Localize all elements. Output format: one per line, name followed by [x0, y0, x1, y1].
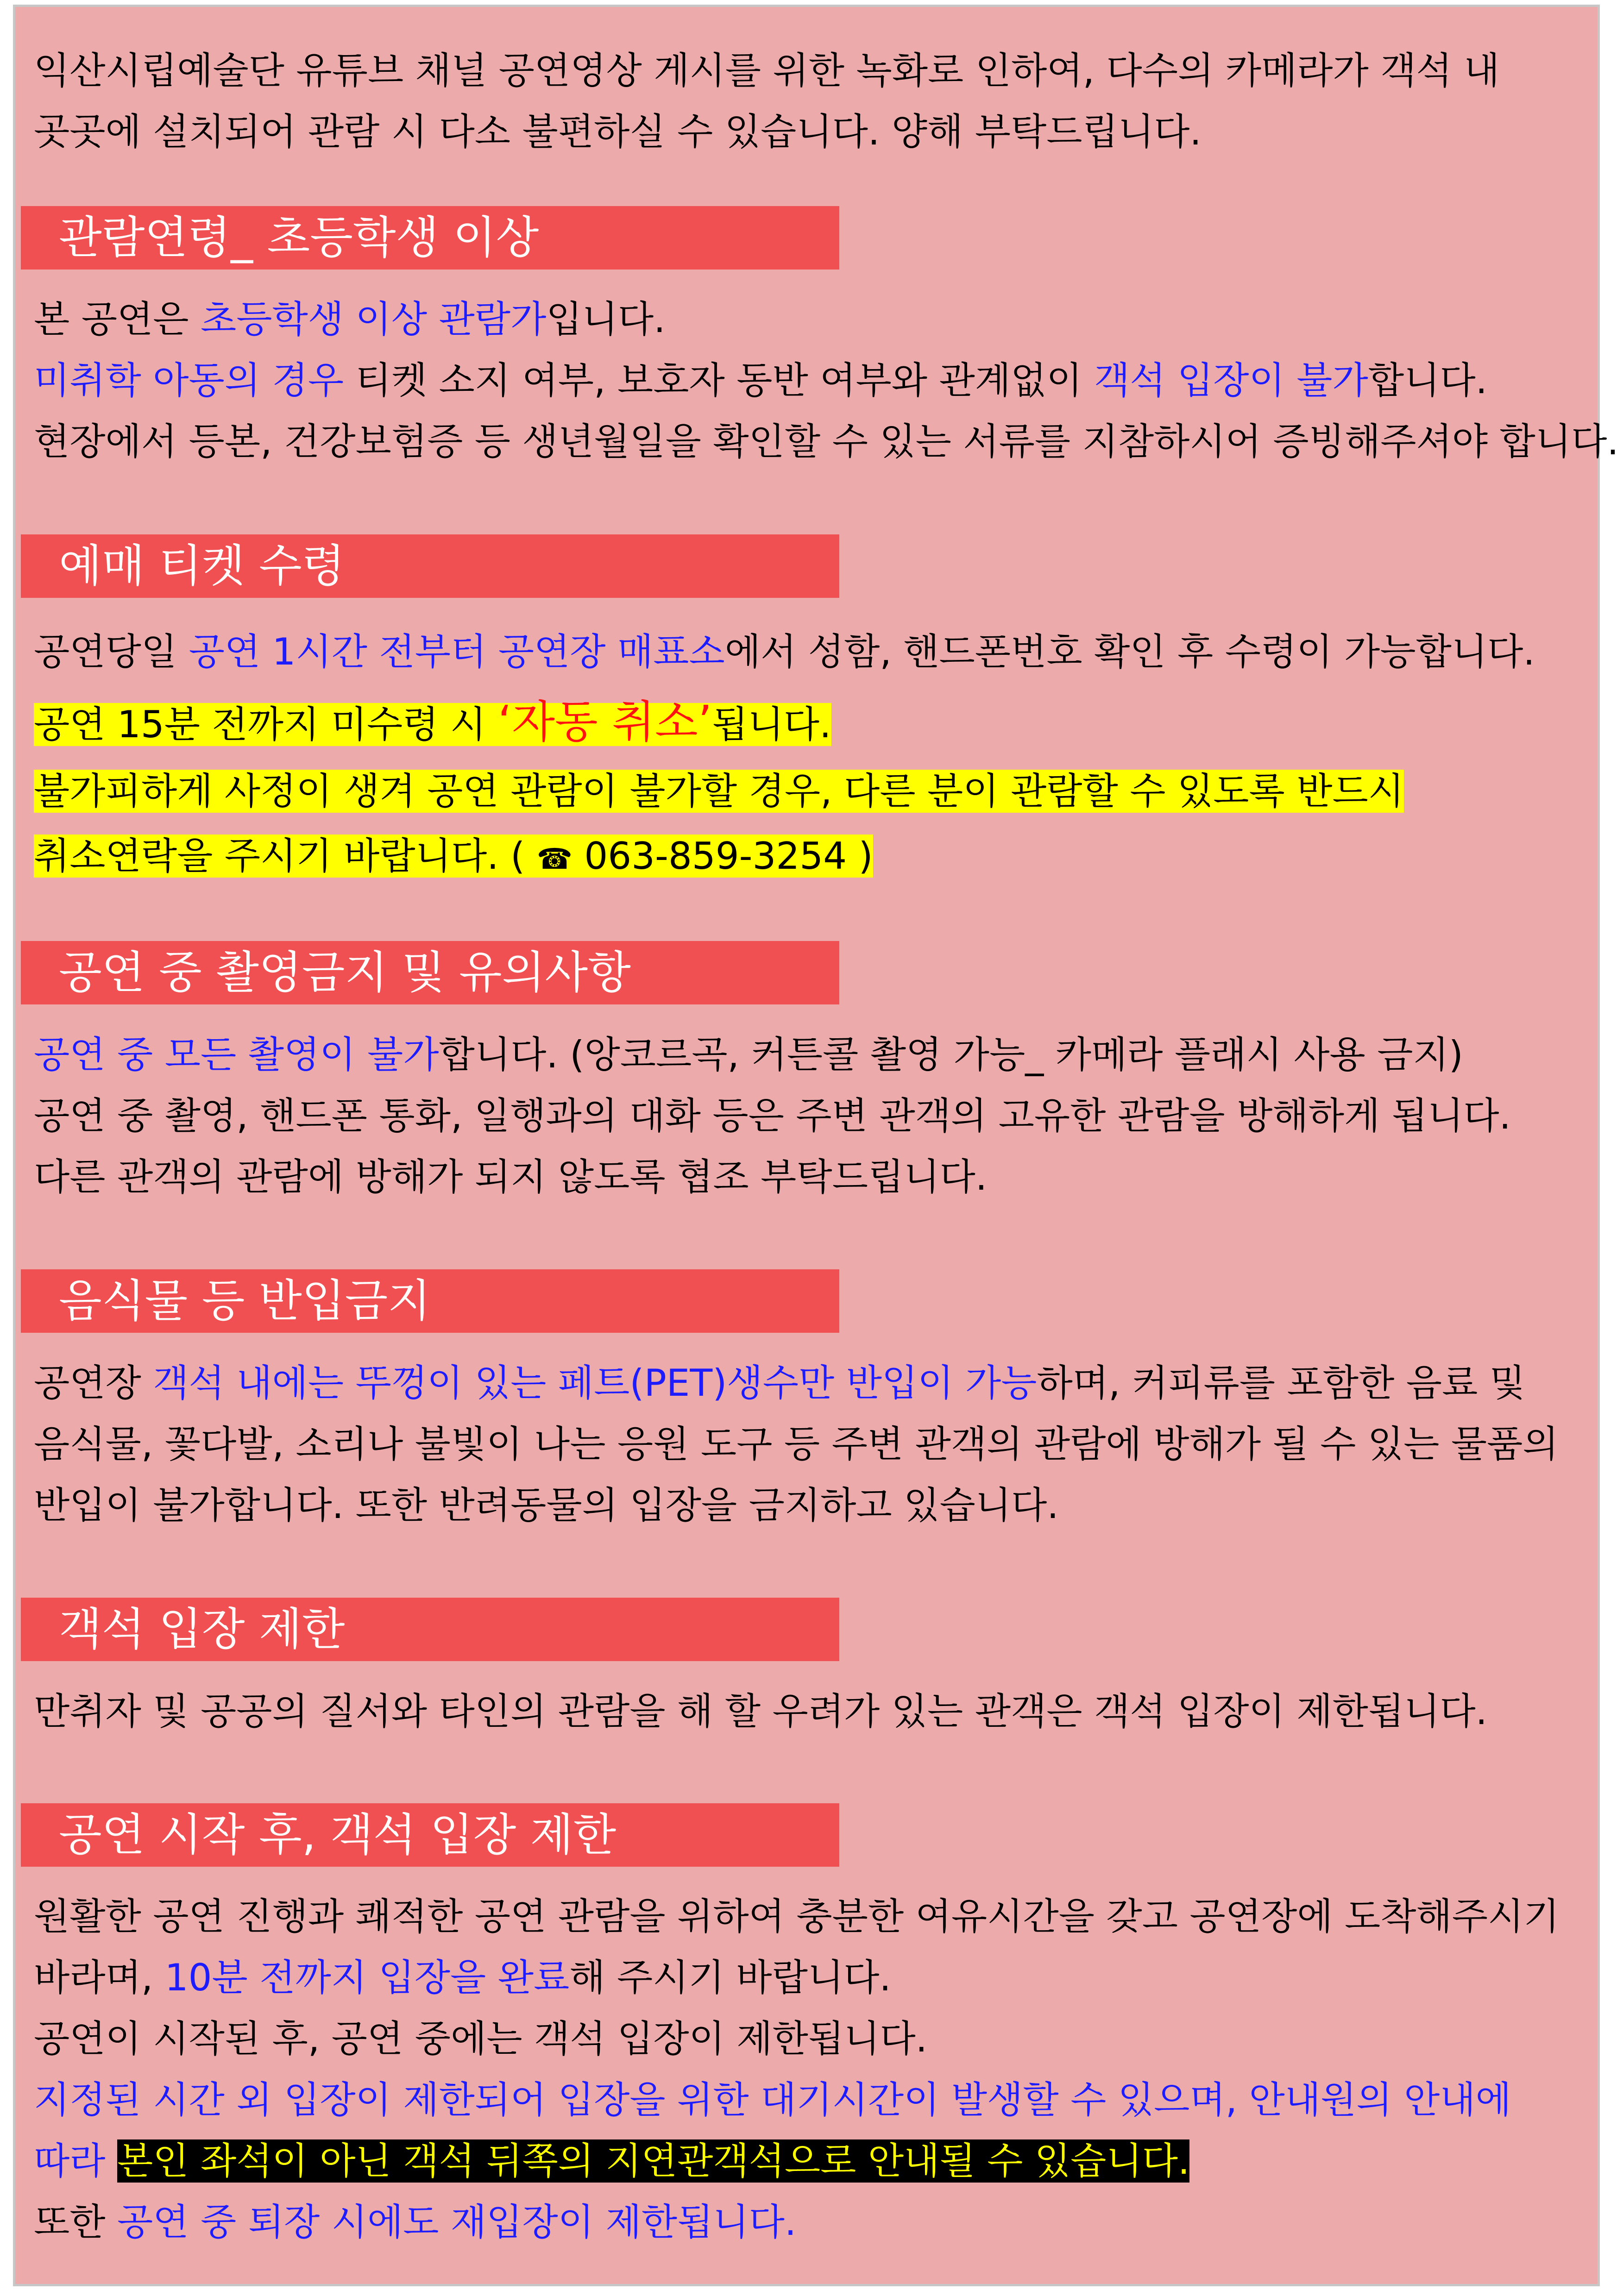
section-title-ticket: 예매 티켓 수령: [21, 534, 839, 598]
ticket-paragraph: [34, 617, 1590, 887]
section-title-food: 음식물 등 반입금지: [21, 1269, 839, 1333]
ticket-line-2: 공연 15분 전까지 미수령 시 ‘자동 취소’됩니다.: [34, 696, 831, 748]
seat-line-1: 만취자 및 공공의 질서와 타인의 관람을 해 할 우려가 있는 관객은 객석 입장이 제한됩니다.: [34, 1690, 1488, 1733]
ticket-line-4: 취소연락을 주시기 바랍니다. ( ☎ 063-859-3254 ): [34, 834, 873, 878]
food-paragraph: [34, 1353, 1590, 1536]
auto-cancel-text: ‘자동 취소’: [497, 696, 712, 748]
late-line-5: 따라 본인 좌석이 아닌 객석 뒤쪽의 지연관객석으로 안내될 수 있습니다.: [34, 2139, 1190, 2183]
ticket-line-3: 불가피하게 사정이 생겨 공연 관람이 불가할 경우, 다른 분이 관람할 수 있도록 반드시: [34, 770, 1404, 813]
phone-number: 063-859-3254 ): [572, 834, 873, 878]
late-seat-highlight: 본인 좌석이 아닌 객석 뒤쪽의 지연관객석으로 안내될 수 있습니다.: [117, 2139, 1190, 2183]
late-line-4: 지정된 시간 외 입장이 제한되어 입장을 위한 대기시간이 발생할 수 있으며, 안내원의 안내에: [34, 2078, 1511, 2121]
late-line-6: 또한 공연 중 퇴장 시에도 재입장이 제한됩니다.: [34, 2201, 797, 2244]
section-title-age: 관람연령_ 초등학생 이상: [21, 206, 839, 270]
notice-panel: [13, 5, 1619, 2286]
photo-line-1: 공연 중 모든 촬영이 불가합니다. (앙코르곡, 커튼콜 촬영 가능_ 카메라 플래시 사용 금지): [34, 1033, 1463, 1076]
photo-line-3: 다른 관객의 관람에 방해가 되지 않도록 협조 부탁드립니다.: [34, 1155, 988, 1198]
age-line-1: 본 공연은 초등학생 이상 관람가입니다.: [34, 298, 666, 341]
intro-line-2: 곳곳에 설치되어 관람 시 다소 불편하실 수 있습니다. 양해 부탁드립니다.: [34, 110, 1202, 153]
intro-line-1: 익산시립예술단 유튜브 채널 공연영상 게시를 위한 녹화로 인하여, 다수의 카메라가 객석 내: [34, 49, 1500, 92]
age-paragraph: [34, 289, 1619, 472]
food-line-1: 공연장 객석 내에는 뚜껑이 있는 페트(PET)생수만 반입이 가능하며, 커피류를 포함한 음료 및: [34, 1361, 1526, 1405]
age-line-3: 현장에서 등본, 건강보험증 등 생년월일을 확인할 수 있는 서류를 지참하시어 증빙해주셔야 합니다.: [34, 420, 1619, 463]
seat-paragraph: [34, 1681, 1590, 1742]
photo-line-2: 공연 중 촬영, 핸드폰 통화, 일행과의 대화 등은 주변 관객의 고유한 관람을 방해하게 됩니다.: [34, 1094, 1511, 1137]
food-line-2: 음식물, 꽃다발, 소리나 불빛이 나는 응원 도구 등 주변 관객의 관람에 방해가 될 수 있는 물품의: [34, 1423, 1559, 1466]
section-title-photo: 공연 중 촬영금지 및 유의사항: [21, 941, 839, 1004]
section-title-seat: 객석 입장 제한: [21, 1598, 839, 1661]
late-line-1: 원활한 공연 진행과 쾌적한 공연 관람을 위하여 충분한 여유시간을 갖고 공연장에 도착해주시기: [34, 1895, 1560, 1938]
food-line-3: 반입이 불가합니다. 또한 반려동물의 입장을 금지하고 있습니다.: [34, 1484, 1059, 1527]
age-line-2: 미취학 아동의 경우 티켓 소지 여부, 보호자 동반 여부와 관계없이 객석 입장이 불가합니다.: [34, 359, 1488, 402]
intro-paragraph: [34, 40, 1590, 163]
late-line-3: 공연이 시작된 후, 공연 중에는 객석 입장이 제한됩니다.: [34, 2017, 928, 2060]
section-title-late: 공연 시작 후, 객석 입장 제한: [21, 1803, 839, 1867]
ticket-line-1: 공연당일 공연 1시간 전부터 공연장 매표소에서 성함, 핸드폰번호 확인 후 수령이 가능합니다.: [34, 630, 1535, 673]
age-highlight: 초등학생 이상 관람가: [200, 298, 547, 341]
photo-paragraph: [34, 1024, 1590, 1208]
late-line-2: 바라며, 10분 전까지 입장을 완료해 주시기 바랍니다.: [34, 1956, 891, 1999]
phone-icon: ☎: [536, 842, 572, 876]
late-paragraph: [34, 1886, 1590, 2253]
